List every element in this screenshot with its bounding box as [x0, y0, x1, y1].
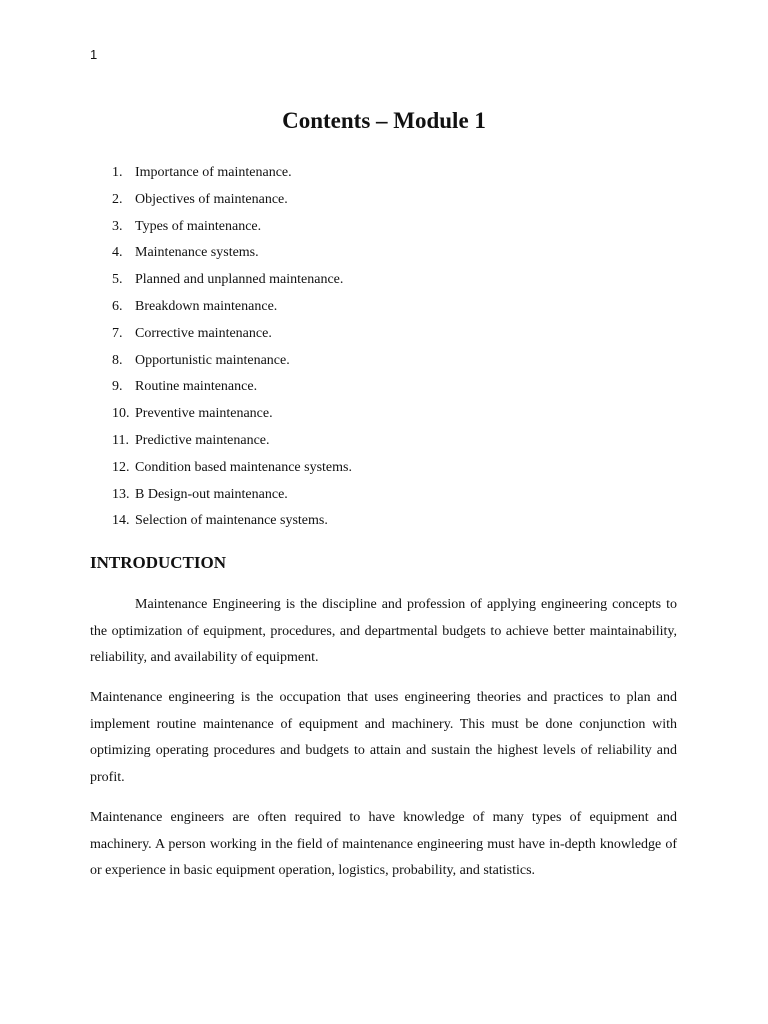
item-number: 9.	[112, 379, 123, 395]
item-text: Corrective maintenance.	[135, 325, 272, 341]
item-number: 3.	[112, 218, 123, 234]
item-number: 12.	[112, 459, 130, 475]
item-text: Opportunistic maintenance.	[135, 352, 290, 368]
paragraph: Maintenance engineers are often required to have knowledge of many types of equipment and machinery. A person working in the field of maintenance engineering must have in-depth knowledge of or experience in basic equipment operation, logistics, probability, and statistics.	[90, 810, 677, 878]
item-text: Importance of maintenance.	[135, 165, 292, 180]
item-number: 7.	[112, 325, 123, 341]
list-item	[112, 352, 352, 379]
item-number: 4.	[112, 245, 123, 261]
item-text: B Design-out maintenance.	[135, 486, 288, 502]
page-title: Contents – Module 1	[282, 108, 486, 133]
item-text: Condition based maintenance systems.	[135, 459, 352, 475]
page-number: 1	[90, 47, 98, 62]
list-item	[112, 378, 352, 405]
item-text: Types of maintenance.	[135, 218, 262, 234]
item-text: Predictive maintenance.	[135, 432, 270, 448]
list-item	[112, 164, 352, 191]
item-number: 13.	[112, 486, 130, 502]
item-text: Breakdown maintenance.	[135, 298, 278, 314]
paragraph: Maintenance engineering is the occupation that uses engineering theories and practices to plan and implement routine maintenance of equipment and machinery. This must be done conjunction with optimizing operating procedures and budgets to attain and sustain the highest levels of reliability and profit.	[90, 690, 677, 785]
item-number: 11.	[112, 432, 129, 448]
list-item	[112, 459, 352, 486]
item-text: Routine maintenance.	[135, 379, 258, 395]
item-text: Maintenance systems.	[135, 245, 259, 261]
list-item	[112, 218, 352, 245]
item-text: Selection of maintenance systems.	[135, 513, 328, 529]
list-item	[112, 244, 352, 271]
item-text: Planned and unplanned maintenance.	[135, 272, 344, 288]
item-number: 1.	[112, 165, 123, 180]
list-item	[112, 486, 352, 513]
item-number: 14.	[112, 513, 130, 529]
contents-list	[112, 164, 352, 539]
item-number: 10.	[112, 406, 130, 422]
list-item	[112, 512, 352, 539]
list-item	[112, 191, 352, 218]
section-heading: INTRODUCTION	[90, 553, 227, 572]
list-item	[112, 298, 352, 325]
list-item	[112, 405, 352, 432]
list-item	[112, 432, 352, 459]
paragraph: Maintenance Engineering is the discipline and profession of applying engineering concepts to the optimization of equipment, procedures, and departmental budgets to achieve better maintainability, reliability, and availability of equipment.	[90, 597, 677, 665]
item-number: 6.	[112, 298, 123, 314]
item-number: 5.	[112, 272, 123, 288]
list-item	[112, 325, 352, 352]
item-number: 2.	[112, 191, 123, 207]
list-item	[112, 271, 352, 298]
item-text: Preventive maintenance.	[135, 406, 273, 422]
item-text: Objectives of maintenance.	[135, 191, 288, 207]
item-number: 8.	[112, 352, 123, 368]
